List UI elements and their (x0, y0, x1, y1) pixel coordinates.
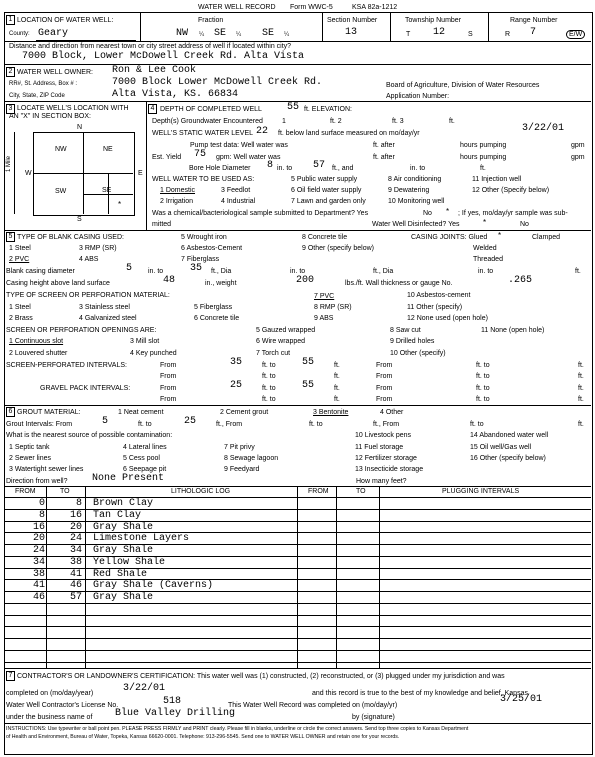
gw-2: ft. 2 (330, 118, 342, 125)
contam-oilwell[interactable]: 15 Oil well/Gas well (470, 444, 532, 451)
log-from: 20 (33, 533, 46, 545)
log-row-line (4, 638, 591, 639)
range-ew (566, 31, 585, 38)
section-5-number: 5 (6, 232, 15, 242)
section-1-number: 1 (6, 15, 15, 25)
owner-label: WATER WELL OWNER: (17, 69, 93, 76)
contam-other[interactable]: 16 Other (specify below) (470, 455, 546, 462)
log-description: Gray Shale (93, 521, 154, 533)
grout-neat[interactable]: 1 Neat cement (118, 409, 164, 416)
open-gauzed[interactable]: 5 Gauzed wrapped (256, 327, 316, 334)
township-s: S (468, 31, 473, 38)
compass-w: W (25, 170, 32, 177)
gravel-ft-2: ft. (578, 385, 584, 392)
contam-lagoon[interactable]: 8 Sewage lagoon (224, 455, 279, 462)
log-row-line (4, 568, 591, 569)
casing-asbestos[interactable]: 6 Asbestos-Cement (181, 245, 243, 252)
log-row-line (4, 579, 591, 580)
open-other[interactable]: 10 Other (specify) (390, 350, 446, 357)
locate-label-2: AN "X" IN SECTION BOX: (9, 113, 91, 120)
county-label: County: (9, 31, 30, 37)
section-4-number: 4 (148, 104, 157, 114)
perf-label: SCREEN-PERFORATED INTERVALS: (6, 362, 127, 369)
perf-ft: ft. (334, 362, 340, 369)
distance-label: Distance and direction from nearest town or city street address of well if located within city? (9, 43, 292, 50)
section-value: 13 (345, 27, 358, 38)
log-row-line (4, 662, 591, 663)
gravel-label: GRAVEL PACK INTERVALS: (40, 385, 131, 392)
city-value: Alta Vista, KS. 66834 (112, 89, 239, 100)
screen-concrete[interactable]: 6 Concrete tile (194, 315, 240, 322)
location-label: LOCATION OF WATER WELL: (17, 17, 114, 24)
bore-ft: 57 (313, 160, 326, 171)
contam-sewer[interactable]: 2 Sewer lines (9, 455, 52, 462)
completed-value: 3/22/01 (123, 683, 166, 694)
static-value: 22 (256, 126, 269, 137)
yield-after: ft. after (373, 154, 395, 161)
screen-other[interactable]: 11 Other (specify) (407, 304, 463, 311)
disinfected-label: Water Well Disinfected? Yes (372, 221, 460, 228)
business-value: Blue Valley Drilling (115, 708, 236, 719)
diameter-ft2: ft., Dia (373, 268, 394, 275)
compass-n: N (77, 124, 83, 131)
township-label: Township Number (405, 17, 462, 24)
chem-mitted: mitted (152, 221, 172, 228)
log-description: Red Shale (93, 568, 148, 580)
grout-to2: ft. to (309, 421, 323, 428)
log-row-line (4, 521, 591, 522)
perf-to-label: ft. to (262, 362, 276, 369)
contam-seepage[interactable]: 6 Seepage pit (123, 466, 167, 473)
grout-bentonite[interactable] (313, 409, 348, 416)
completed-label: completed on (mo/day/year) (6, 690, 94, 697)
screen-pvc-label: 7 PVC (314, 293, 335, 300)
license-value: 518 (163, 696, 182, 707)
quad-sw: SW (55, 188, 67, 195)
diameter-ft3: ft. (575, 268, 581, 275)
business-label: under the business name of (6, 714, 93, 721)
chem-mark: * (446, 207, 450, 216)
use-other[interactable]: 12 Other (Specify below) (472, 187, 550, 194)
mile-label: 1 Mile (6, 155, 12, 172)
contam-cess[interactable]: 5 Cess pool (123, 455, 160, 462)
table-row (8, 498, 593, 510)
log-description: Yellow Shale (93, 556, 166, 568)
casing-concrete[interactable]: 8 Concrete tile (302, 234, 348, 241)
height-label: Casing height above land surface (6, 280, 110, 287)
yield-value: 75 (194, 149, 207, 160)
static-text: ft. below land surface measured on mo/day/yr (278, 130, 420, 137)
log-from: 34 (33, 556, 46, 568)
gw-1: 1 (282, 118, 286, 125)
section-7-number: 7 (6, 671, 15, 681)
open-mill[interactable]: 3 Mill slot (130, 338, 160, 345)
log-from-header: FROM (15, 488, 36, 495)
address-label: RR#, St. Address, Box # : (9, 81, 78, 87)
chem-rest: ; If yes, mo/day/yr sample was sub- (458, 210, 568, 217)
instructions-line-1: INSTRUCTIONS: Use typewriter or ball point pen. PLEASE PRESS FIRMLY and PRINT clearly. Please fill in blanks, underline or circle the correct answers. Send top three copies to Kansas Department (6, 726, 469, 732)
grout-bentonite-label: 3 Bentonite (313, 409, 349, 416)
open-saw[interactable]: 8 Saw cut (390, 327, 421, 334)
grout-to3: ft. to (470, 421, 484, 428)
joints-threaded[interactable]: Threaded (473, 256, 503, 263)
bore-ft2: ft. (480, 165, 486, 172)
log-row-line (4, 603, 591, 604)
table-row (8, 592, 593, 604)
log-row-line (4, 556, 591, 557)
gw-3: ft. 3 (392, 118, 404, 125)
application-label: Application Number: (386, 93, 450, 100)
log-row-line (4, 532, 591, 533)
grout-from: 5 (102, 416, 109, 427)
certification-text: CONTRACTOR'S OR LANDOWNER'S CERTIFICATION: This water well was (1) constructed, (2) reconstructed, or (3) plugged under my jurisdiction and was (17, 673, 505, 680)
use-air[interactable]: 8 Air conditioning (388, 176, 442, 183)
range-label: Range Number (510, 17, 558, 24)
grout-ft2: ft., From (373, 421, 400, 428)
board-text: Board of Agriculture, Division of Water Resources (386, 82, 540, 89)
yield-gpm-2: gpm (571, 154, 585, 161)
log-from: 38 (33, 568, 46, 580)
open-continuous-label: 1 Continuous slot (9, 338, 64, 345)
screen-asbestos[interactable]: 10 Asbestos-cement (407, 292, 471, 299)
log-from: 41 (33, 580, 46, 592)
contam-abandoned[interactable]: 14 Abandoned water well (470, 432, 549, 439)
contam-watertight[interactable]: 3 Watertight sewer lines (9, 466, 84, 473)
perf-ft-3: ft. (334, 373, 340, 380)
log-from: 0 (38, 498, 45, 509)
weight-value: 200 (296, 275, 315, 286)
table-row (8, 557, 593, 569)
county-value: Geary (38, 28, 69, 39)
fraction-label: Fraction (198, 17, 224, 24)
grout-cement[interactable]: 2 Cement grout (220, 409, 269, 416)
log-to: 34 (69, 545, 82, 556)
log-description: Gray Shale (93, 592, 154, 603)
record-text: This Water Well Record was completed on (mo/day/yr) (228, 702, 398, 709)
depth-label: DEPTH OF COMPLETED WELL (160, 106, 262, 113)
quarter-mark: ¼ (199, 32, 205, 38)
height-in: in., weight (205, 280, 237, 287)
locate-label: LOCATE WELL'S LOCATION WITH (17, 105, 129, 112)
contamination-label: What is the nearest source of possible contamination: (6, 432, 173, 439)
gravel-from-label-3: From (160, 396, 177, 403)
log-from: 46 (33, 592, 46, 603)
instructions-line-2: of Health and Environment, Bureau of Water, Topeka, Kansas 66620-0001. Telephone: 913-296-5545. Send one to WATER WELL OWNER and retain one for your records. (6, 734, 400, 740)
gravel-to-label-3: ft. to (262, 396, 276, 403)
disinfected-no[interactable]: No (520, 221, 529, 228)
use-injection[interactable]: 11 Injection well (472, 176, 522, 183)
license-label: Water Well Contractor's License No. (6, 702, 119, 709)
gw-4: ft. (449, 118, 455, 125)
log-row-line (4, 615, 591, 616)
ksa-reference: KSA 82a-1212 (352, 4, 398, 11)
casing-rmp[interactable]: 3 RMP (SR) (79, 245, 117, 252)
log-row-line (4, 509, 591, 510)
screen-rmp[interactable]: 8 RMP (SR) (314, 304, 352, 311)
form-frame (4, 12, 593, 755)
diameter-to: in. to (148, 268, 164, 275)
log-to: 20 (69, 521, 82, 533)
joints-clamped[interactable]: Clamped (532, 234, 561, 241)
log-to-header: TO (60, 488, 70, 495)
use-lawn[interactable]: 7 Lawn and garden only (291, 198, 366, 205)
log-description: Gray Shale (Caverns) (93, 580, 214, 592)
log-to: 16 (69, 509, 82, 521)
contam-insecticide[interactable]: 13 Insecticide storage (355, 466, 424, 473)
gravel-from-label-2: From (376, 385, 393, 392)
diameter-dia: ft., Dia (211, 268, 232, 275)
weight-unit: lbs./ft. Wall thickness or gauge No. (345, 280, 453, 287)
log-to2-header: TO (356, 488, 366, 495)
grout-to-label: ft. to (138, 421, 152, 428)
bore-end: ft., and (332, 165, 354, 172)
perf-to-label-2: ft. to (476, 362, 490, 369)
gravel-ft-4: ft. (578, 396, 584, 403)
use-feedlot[interactable]: 3 Feedlot (221, 187, 251, 194)
perf-from: 35 (230, 357, 243, 368)
casing-wrought[interactable]: 5 Wrought iron (181, 234, 227, 241)
contam-fuel[interactable]: 11 Fuel storage (355, 444, 404, 451)
log-to: 24 (69, 533, 82, 545)
contam-fertilizer[interactable]: 12 Fertilizer storage (355, 455, 417, 462)
perf-from-label-2: From (376, 362, 393, 369)
direction-value: None Present (92, 473, 165, 484)
log-from: 16 (33, 521, 46, 533)
screen-pvc[interactable] (314, 293, 334, 300)
compass-s: S (77, 216, 82, 223)
owner-value: Ron & Lee Cook (112, 65, 197, 76)
bore-in: in. to (410, 165, 426, 172)
use-domestic-label: 1 Domestic (160, 187, 196, 194)
log-row-line (4, 650, 591, 651)
perf-to-label-4: ft. to (476, 373, 490, 380)
diameter-ft: 35 (190, 263, 203, 274)
use-domestic[interactable] (160, 187, 195, 194)
chem-no[interactable]: No (423, 210, 432, 217)
grout-other[interactable]: 4 Other (380, 409, 404, 416)
table-row (8, 510, 593, 522)
log-description: Gray Shale (93, 545, 154, 556)
log-row-line (4, 544, 591, 545)
gravel-from-label: From (160, 385, 177, 392)
disinfected-mark: * (483, 218, 487, 227)
contam-privy[interactable]: 7 Pit privy (224, 444, 255, 451)
gravel-to: 55 (302, 380, 315, 391)
gravel-from: 25 (230, 380, 243, 391)
joints-welded[interactable]: Welded (473, 245, 497, 252)
use-dewatering[interactable]: 9 Dewatering (388, 187, 430, 194)
open-drilled[interactable]: 9 Drilled holes (390, 338, 435, 345)
signature-label: by (signature) (352, 714, 395, 721)
screen-fiberglass[interactable]: 5 Fiberglass (194, 304, 233, 311)
range-r: R (505, 31, 511, 38)
perf-from-label-3: From (160, 373, 177, 380)
township-t: T (406, 31, 411, 38)
true-text: and this record is true to the best of my knowledge and belief. Kansas (312, 690, 528, 697)
perf-from-label: From (160, 362, 177, 369)
direction-label: Direction from well? (6, 478, 68, 485)
city-label: City, State, ZIP Code (9, 93, 65, 99)
casing-label: TYPE OF BLANK CASING USED: (17, 234, 124, 241)
use-industrial[interactable]: 4 Industrial (221, 198, 256, 205)
log-to: 41 (69, 568, 82, 580)
table-row (8, 545, 593, 557)
gauge-value: .265 (508, 275, 533, 286)
use-monitoring[interactable]: 10 Monitoring well (388, 198, 445, 205)
casing-steel[interactable]: 1 Steel (9, 245, 31, 252)
grout-label: GROUT MATERIAL: (17, 409, 81, 416)
depth-value: 55 (287, 102, 300, 113)
joints-mark: * (498, 231, 502, 240)
gravel-ft-3: ft. (334, 396, 340, 403)
contam-lateral[interactable]: 4 Lateral lines (123, 444, 167, 451)
gravel-ft: ft. (334, 385, 340, 392)
section-6-number: 6 (6, 407, 15, 417)
screen-abs[interactable]: 9 ABS (314, 315, 334, 322)
log-to: 57 (69, 592, 82, 603)
open-louvered[interactable]: 2 Louvered shutter (9, 350, 68, 357)
pump-after: ft. after (373, 142, 395, 149)
gravel-to-label: ft. to (262, 385, 276, 392)
log-from: 8 (38, 509, 45, 521)
use-label: WELL WATER TO BE USED AS: (152, 176, 255, 183)
casing-other[interactable]: 9 Other (specify below) (302, 245, 374, 252)
static-date: 3/22/01 (522, 123, 565, 134)
section-label: Section Number (327, 17, 378, 24)
section-2-number: 2 (6, 67, 15, 77)
fraction-3: SE (262, 28, 275, 39)
joints-label: CASING JOINTS: Glued (411, 234, 488, 241)
screen-stainless[interactable]: 3 Stainless steel (79, 304, 130, 311)
static-label: WELL'S STATIC WATER LEVEL (152, 130, 254, 137)
screen-brass[interactable]: 2 Brass (9, 315, 33, 322)
gravel-to-label-4: ft. to (476, 396, 490, 403)
screen-steel[interactable]: 1 Steel (9, 304, 31, 311)
yield-gpm: gpm: Well water was (216, 154, 281, 161)
bore-label: Bore Hole Diameter (189, 165, 251, 172)
form-number: Form WWC-5 (290, 4, 333, 11)
perf-ft-4: ft. (578, 373, 584, 380)
quarter-mark: ¼ (236, 32, 242, 38)
log-row-line (4, 591, 591, 592)
quad-se: SE (102, 187, 112, 194)
contam-septic[interactable]: 1 Septic tank (9, 444, 50, 451)
contam-feedyard[interactable]: 9 Feedyard (224, 466, 260, 473)
diameter-value: 5 (126, 263, 133, 274)
grout-to: 25 (184, 416, 197, 427)
perf-to-label-3: ft. to (262, 373, 276, 380)
form-title: WATER WELL RECORD (198, 4, 276, 11)
casing-abs[interactable]: 4 ABS (79, 256, 99, 263)
open-continuous[interactable] (9, 338, 63, 345)
range-ew-value: E/W (566, 30, 585, 39)
yield-hours: hours pumping (460, 154, 507, 161)
pump-label: Pump test data: Well water was (190, 142, 288, 149)
log-to: 8 (75, 498, 82, 509)
fraction-2: SE (214, 28, 227, 39)
log-to: 38 (69, 556, 82, 568)
use-public[interactable]: 5 Public water supply (291, 176, 358, 183)
grout-ft: ft., From (216, 421, 243, 428)
perf-from-label-4: From (376, 373, 393, 380)
range-value: 7 (530, 27, 537, 38)
log-from: 24 (33, 545, 46, 556)
casing-pvc-label: 2 PVC (9, 256, 30, 263)
diameter-in3: in. to (478, 268, 494, 275)
compass-e: E (138, 170, 143, 177)
location-mark: * (118, 200, 122, 209)
diameter-in2: in. to (290, 268, 306, 275)
record-date: 3/25/01 (500, 694, 543, 705)
grout-intervals-label: Grout Intervals: From (6, 421, 73, 428)
log-to: 46 (69, 580, 82, 592)
screen-none[interactable]: 12 None used (open hole) (407, 315, 488, 322)
open-key[interactable]: 4 Key punched (130, 350, 177, 357)
elevation-label: ft. ELEVATION: (304, 106, 352, 113)
grout-ft3: ft. (578, 421, 584, 428)
fraction-1: NW (176, 28, 189, 39)
perf-ft-2: ft. (578, 362, 584, 369)
bore-to: in. to (277, 165, 293, 172)
open-wire[interactable]: 6 Wire wrapped (256, 338, 306, 345)
open-torch[interactable]: 7 Torch cut (256, 350, 291, 357)
groundwater-label: Depth(s) Groundwater Encountered (152, 118, 263, 125)
distance-value: 7000 Block, Lower McDowell Creek Rd. Alta Vista (22, 51, 305, 62)
bore-value: 8 (267, 160, 274, 171)
chem-label: Was a chemical/bacteriological sample submitted to Department? Yes (152, 210, 369, 217)
gravel-from-label-4: From (376, 396, 393, 403)
contam-livestock[interactable]: 10 Livestock pens (355, 432, 412, 439)
section-3-number: 3 (6, 104, 15, 114)
screen-galvanized[interactable]: 4 Galvanized steel (79, 315, 137, 322)
yield-label: Est. Yield (152, 154, 182, 161)
open-none[interactable]: 11 None (open hole) (481, 327, 545, 334)
casing-fiberglass[interactable]: 7 Fiberglass (181, 256, 220, 263)
log-description: Brown Clay (93, 498, 154, 509)
quad-ne: NE (103, 146, 113, 153)
how-many-label: How many feet? (356, 478, 407, 485)
log-description: Tan Clay (93, 509, 142, 521)
diameter-label: Blank casing diameter (6, 268, 75, 275)
log-from2-header: FROM (308, 488, 329, 495)
township-value: 12 (433, 27, 446, 38)
quad-nw: NW (55, 146, 67, 153)
use-irrigation[interactable]: 2 Irrigation (160, 198, 194, 205)
perf-to: 55 (302, 357, 315, 368)
screen-label: TYPE OF SCREEN OR PERFORATION MATERIAL: (6, 292, 170, 299)
address-value: 7000 Block Lower McDowell Creek Rd. (112, 77, 323, 88)
log-lithologic-header: LITHOLOGIC LOG (171, 488, 231, 495)
log-plugging-header: PLUGGING INTERVALS (442, 488, 520, 495)
log-description: Limestone Layers (93, 533, 190, 545)
casing-pvc[interactable] (9, 256, 29, 263)
log-row-line (4, 626, 591, 627)
pump-hours: hours pumping (460, 142, 507, 149)
pump-gpm: gpm (571, 142, 585, 149)
use-oilfield[interactable]: 6 Oil field water supply (291, 187, 362, 194)
openings-label: SCREEN OR PERFORATION OPENINGS ARE: (6, 327, 157, 334)
height-value: 48 (163, 275, 176, 286)
gravel-to-label-2: ft. to (476, 385, 490, 392)
quarter-mark: ¼ (284, 32, 290, 38)
